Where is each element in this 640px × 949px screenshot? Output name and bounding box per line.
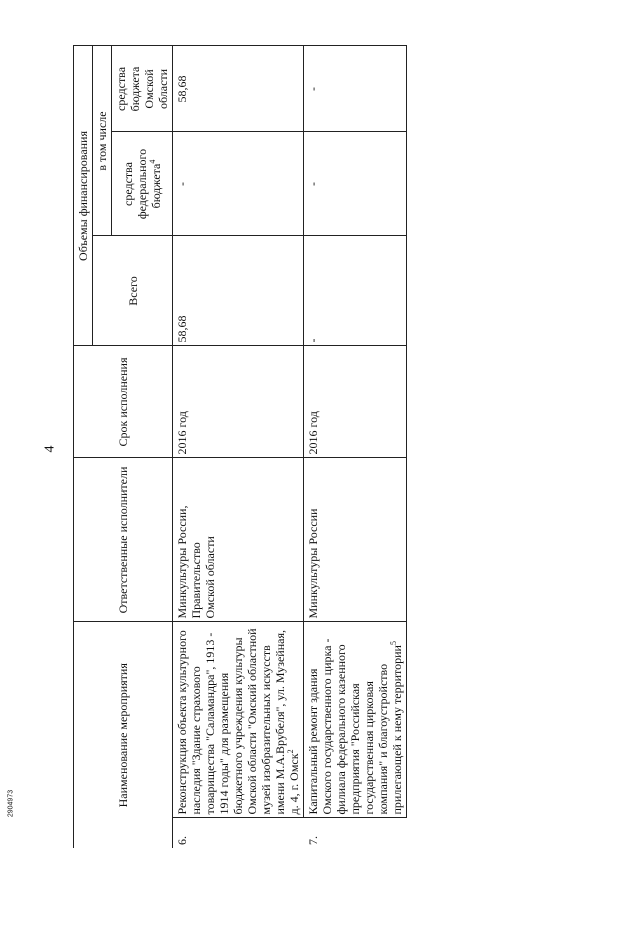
row-federal: - [173,132,304,236]
row-executors: Минкультуры России [304,458,407,622]
table-row [173,46,304,848]
row-federal: - [304,132,407,236]
header-total: Всего [93,236,173,346]
table-row [304,46,407,848]
row-deadline: 2016 год [304,346,407,458]
header-deadline: Срок исполнения [74,346,173,458]
row-name: Реконструкция объекта культурного наследия "Здание страхового товарищества "Саламандра", 1913 - 1914 годы" для размещения бюджетного учреждения культуры Омской области "Омский областной музей изобразительных искусств имени М.А.Врубеля", ул. Музейная, д. 4, г. Омск$^2$ [173,622,304,818]
header-funding: Объемы финансирования [74,46,93,346]
financing-table [73,45,407,848]
row-total: - [304,236,407,346]
row-executors: Минкультуры России, Правительство Омской области [173,458,304,622]
row-name: Капитальный ремонт здания Омского государственного цирка - филиала федерального казенного предприятия "Российская государственная цирковая компания" и благоустройство прилегающей к нему территории$^5$ [304,622,407,818]
header-including: в том числе [93,46,112,236]
financing-table-container [73,66,640,949]
header-executors: Ответственные исполнители [74,458,173,622]
row-regional: 58,68 [173,46,304,132]
header-name: Наименование мероприятия [74,622,173,848]
row-regional: - [304,46,407,132]
header-regional: средства бюджета Омской области [112,46,173,132]
row-total: 58,68 [173,236,304,346]
rotated-table [73,46,407,848]
page-number: 4 [42,445,58,453]
row-number: 6. [175,836,189,845]
row-number: 7. [305,836,320,845]
header-federal: средства федерального бюджета$^4$ [112,132,173,236]
document-code: 2904973 [7,789,15,818]
row-deadline: 2016 год [173,346,304,458]
